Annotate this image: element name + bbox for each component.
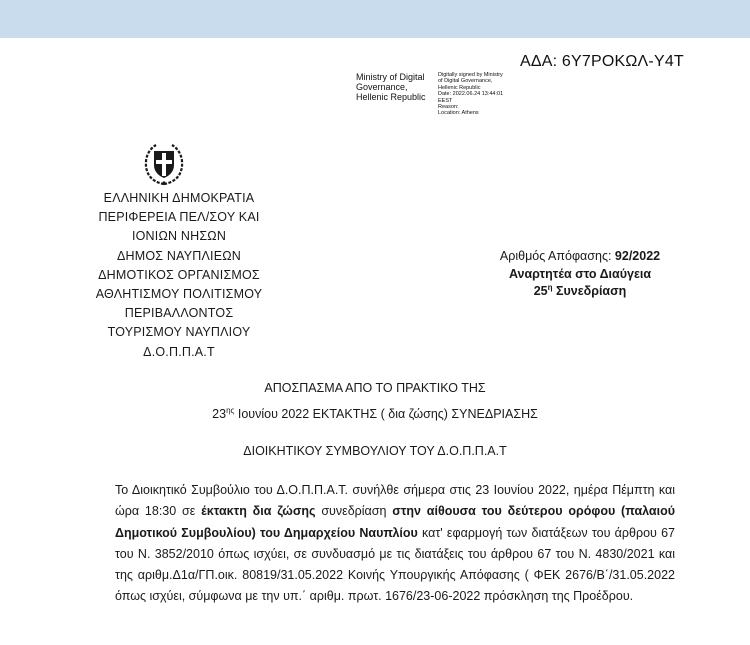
signer-line: Governance, <box>356 82 408 92</box>
paragraph-bold: στην αίθουσα του δεύτερου ορόφου (παλαιού Δημοτικού Συμβουλίου) του Δημαρχείου Ναυπλίου <box>115 504 675 540</box>
org-line: ΔΗΜΟΣ ΝΑΥΠΛΙΕΩΝ <box>116 248 242 263</box>
signature-detail-line: of Digital Governance, <box>438 78 493 85</box>
signer-line: Ministry of Digital <box>356 72 425 82</box>
minutes-paragraph <box>115 480 675 608</box>
session-date-rest: Ιουνίου 2022 ΕΚΤΑΚΤΗΣ ( δια ζώσης) ΣΥΝΕΔΡΙΑΣΗΣ <box>234 407 538 421</box>
org-line: Δ.Ο.Π.Π.Α.Τ <box>143 344 215 359</box>
session-date-sup: ης <box>226 405 235 415</box>
signature-detail-line: Location: Athens <box>438 110 479 117</box>
extract-title: ΑΠΟΣΠΑΣΜΑ ΑΠΟ ΤΟ ΠΡΑΚΤΙΚΟ ΤΗΣ <box>264 381 486 395</box>
signature-detail-line: Reason: <box>438 104 459 111</box>
decision-number-value: 92/2022 <box>614 249 661 263</box>
signature-signer <box>356 72 436 102</box>
session-date-num: 23 <box>212 407 227 421</box>
publish-note: Αναρτητέα στο Διαύγεια <box>508 266 652 281</box>
paragraph-text: κατ' εφαρμογή των διατάξεων του άρθρου 67 του Ν. 3852/2010 όπως ισχύει, σε συνδυασμό με τις διατάξεις του άρθρου 67 του Ν. 4830/2021 και της αριθμ.Δ1α/ΓΠ.οικ. 80819/31.05.2022 Κοινής Υπουργικής Απόφασης ( ΦΕΚ 2676/Β΄/31.05.2022 όπως ισχύει, σύμφωνα με την υπ.΄ αριθμ. πρωτ. 1676/23-06-2022 πρόσκληση της Προέδρου. <box>115 525 676 604</box>
signature-details <box>438 72 503 117</box>
org-line: ΤΟΥΡΙΣΜΟΥ ΝΑΥΠΛΙΟΥ <box>107 325 251 340</box>
organization-header <box>84 189 274 362</box>
coat-of-arms-icon <box>141 141 187 187</box>
decision-info <box>470 248 690 301</box>
decision-number <box>470 248 690 266</box>
session-sup: η <box>547 282 553 292</box>
session-num: 25 <box>533 284 548 298</box>
signature-detail-line: Digitally signed by Ministry <box>438 72 503 78</box>
ada-code: ΑΔΑ: 6Υ7ΡΟΚΩΛ-Υ4Τ <box>520 53 684 70</box>
paragraph-text: συνεδρίαση <box>315 504 393 519</box>
org-line: ΔΗΜΟΤΙΚΟΣ ΟΡΓΑΝΙΣΜΟΣ <box>98 267 260 282</box>
org-line: ΠΕΡΙΦΕΡΕΙΑ ΠΕΛ/ΣΟΥ ΚΑΙ <box>98 210 260 225</box>
paragraph-text: Το Διοικητικό Συμβούλιο του Δ.Ο.Π.Π.Α.Τ. συνήλθε σήμερα στις 23 Ιουνίου 2022, ημέρα Πέμπτη και ώρα 18:30 σε <box>115 483 675 519</box>
board-title: ΔΙΟΙΚΗΤΙΚΟΥ ΣΥΜΒΟΥΛΙΟΥ ΤΟΥ Δ.Ο.Π.Π.Α.Τ <box>243 444 507 458</box>
org-line: ΑΘΛΗΤΙΣΜΟΥ ΠΟΛΙΤΙΣΜΟΥ <box>95 287 263 302</box>
paragraph-bold: έκτακτη δια ζώσης <box>201 504 316 519</box>
org-line: ΠΕΡΙΒΑΛΛΟΝΤΟΣ <box>124 306 234 321</box>
session-number <box>470 283 690 301</box>
org-line: ΕΛΛΗΝΙΚΗ ΔΗΜΟΚΡΑΤΙΑ <box>103 191 255 205</box>
signature-detail-line: Date: 2022.06.24 13:44:01 <box>438 91 504 98</box>
top-banner <box>0 0 750 38</box>
org-line: ΙΟΝΙΩΝ ΝΗΣΩΝ <box>131 229 227 244</box>
decision-number-label: Αριθμός Απόφασης: <box>499 249 615 263</box>
session-title <box>0 407 750 421</box>
signer-line: Hellenic Republic <box>356 92 426 102</box>
signature-detail-line: EEST <box>438 97 453 104</box>
session-text: Συνεδρίαση <box>552 284 627 298</box>
signature-detail-line: Hellenic Republic <box>438 84 481 91</box>
